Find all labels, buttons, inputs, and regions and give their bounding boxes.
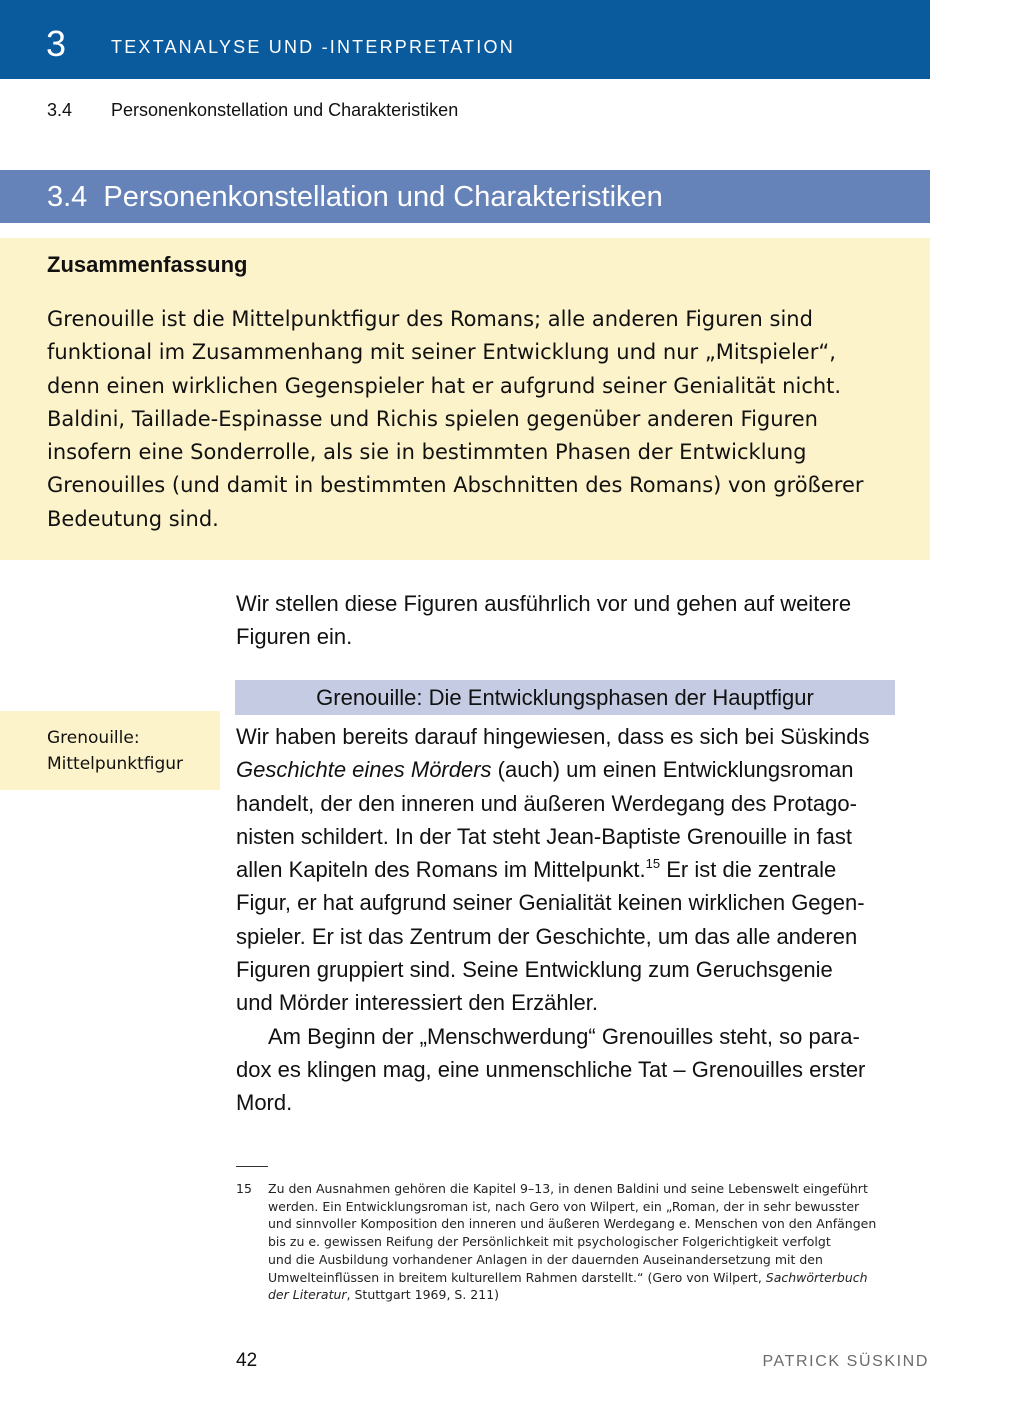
body-line: nisten schildert. In der Tat steht Jean-Baptiste Grenouille in fast — [236, 823, 852, 849]
book-title-italic: Geschichte eines Mörders — [236, 757, 492, 783]
footnote-line-post: , Stuttgart 1969, S. 211) — [346, 1287, 500, 1303]
summary-line: Grenouille ist die Mittelpunktfigur des Romans; alle anderen Figuren sind — [47, 307, 813, 331]
summary-line: Baldini, Taillade-Espinasse und Richis spielen gegenüber anderen Figuren — [47, 406, 818, 431]
summary-line: Bedeutung sind. — [47, 506, 219, 531]
running-head-section-number: 3.4 — [47, 100, 73, 120]
footnote-line — [268, 1286, 948, 1304]
intro-line: Figuren ein. — [236, 624, 353, 650]
subheading-box — [235, 680, 895, 715]
section-title-bar — [0, 170, 930, 223]
footnote-source-italic: Sachwörterbuch — [765, 1269, 868, 1285]
body-line: Figur, er hat aufgrund seiner Genialität keinen wirklichen Gegen- — [236, 890, 865, 916]
footnote-line: Zu den Ausnahmen gehören die Kapitel 9–13, in denen Baldini und seine Lebenswelt eingeführt — [268, 1181, 868, 1196]
body-line: handelt, der den inneren und äußeren Werdegang des Protago- — [236, 790, 857, 816]
chapter-number: 3 — [46, 23, 67, 64]
summary-line: funktional im Zusammenhang mit seiner Entwicklung und nur „Mitspieler“, — [47, 340, 836, 365]
footnote-line: werden. Ein Entwicklungsroman ist, nach Gero von Wilpert, ein „Roman, der in sehr bewusster — [268, 1198, 860, 1214]
body-line-rest: (auch) um einen Entwicklungsroman — [491, 757, 854, 783]
body-line: Wir haben bereits darauf hingewiesen, dass es sich bei Süskinds — [236, 724, 870, 749]
body-line — [236, 853, 930, 886]
body-line: und Mörder interessiert den Erzähler. — [236, 990, 598, 1016]
footnote-reference[interactable]: 15 — [645, 856, 661, 872]
summary-text — [47, 303, 917, 536]
body-line: Figuren gruppiert sind. Seine Entwicklung zum Geruchsgenie — [236, 957, 833, 983]
margin-note — [0, 711, 220, 790]
footnote-line: und die Ausbildung vorhandener Anlagen in der dauernden Auseinandersetzung mit den — [268, 1251, 823, 1267]
margin-note-text — [47, 725, 183, 777]
summary-line: insofern eine Sonderrolle, als sie in bestimmten Phasen der Entwicklung — [47, 440, 807, 465]
body-line — [236, 753, 930, 786]
body-line: Mord. — [236, 1090, 293, 1116]
body-line: dox es klingen mag, eine unmenschliche Tat – Grenouilles erster — [236, 1056, 866, 1082]
chapter-title: TEXTANALYSE UND -INTERPRETATION — [111, 37, 515, 57]
margin-note-line: Grenouille: — [47, 728, 140, 748]
footnote-line: bis zu e. gewissen Reifung der Persönlichkeit mit psychologischer Folgerichtigkeit verfolgt — [268, 1234, 831, 1250]
body-line: Am Beginn der „Menschwerdung“ Grenouilles steht, so para- — [268, 1023, 860, 1049]
body-line-pre: allen Kapiteln des Romans im Mittelpunkt. — [236, 857, 646, 883]
summary-heading: Zusammenfassung — [47, 252, 248, 277]
body-line-post: Er ist die zentrale — [660, 857, 837, 883]
margin-note-line: Mittelpunktfigur — [47, 754, 184, 774]
summary-line: denn einen wirklichen Gegenspieler hat er aufgrund seiner Genialität nicht. — [47, 373, 842, 398]
subheading-label: Grenouille: Die Entwicklungsphasen der Hauptfigur — [316, 685, 814, 710]
page-number: 42 — [236, 1350, 258, 1371]
footnote-body — [268, 1180, 948, 1304]
footnote-line: und sinnvoller Komposition den inneren und äußeren Werdegang e. Menschen von den Anfängen — [268, 1216, 877, 1232]
body-line: spieler. Er ist das Zentrum der Geschichte, um das alle anderen — [236, 923, 858, 949]
footnote-source-italic: der Literatur — [268, 1287, 347, 1303]
intro-line: Wir stellen diese Figuren ausführlich vor und gehen auf weitere — [236, 591, 852, 616]
summary-line: Grenouilles (und damit in bestimmten Abschnitten des Romans) von größerer — [47, 473, 864, 498]
chapter-header-bar — [0, 0, 930, 79]
running-foot-author: PATRICK SÜSKIND — [762, 1353, 929, 1370]
body-text — [236, 720, 930, 1120]
section-title: 3.4 Personenkonstellation und Charakteristiken — [47, 181, 663, 213]
running-head — [47, 98, 458, 122]
intro-paragraph — [236, 587, 930, 654]
summary-box — [0, 238, 930, 560]
footnote-number: 15 — [236, 1181, 252, 1196]
running-head-section-title: Personenkonstellation und Charakteristiken — [111, 100, 459, 120]
footnote-line — [268, 1269, 948, 1287]
footnote-line-pre: Umwelteinflüssen in breitem kulturellem Rahmen darstellt.“ (Gero von Wilpert, — [268, 1269, 766, 1285]
footnote-divider — [236, 1166, 268, 1167]
